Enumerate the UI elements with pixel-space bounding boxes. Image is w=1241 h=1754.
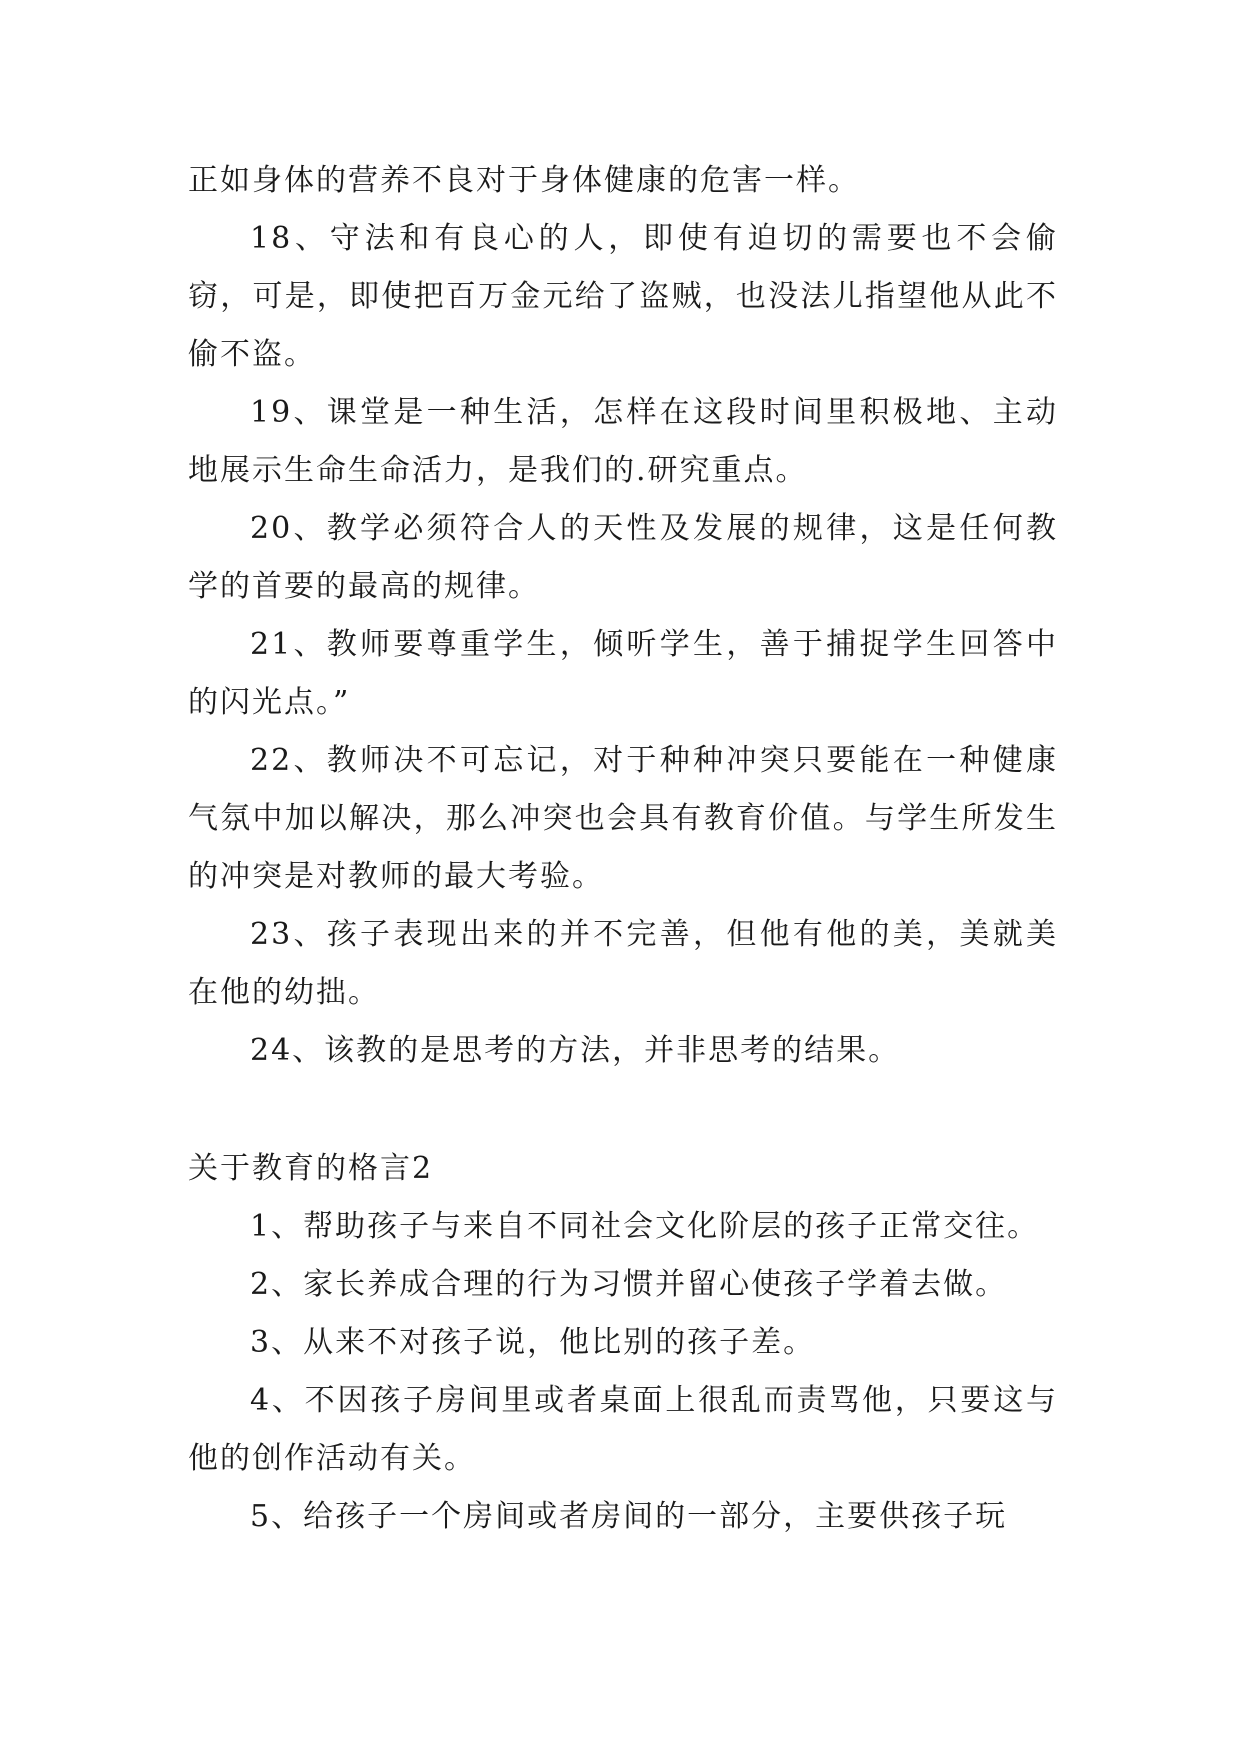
item-3: 3、从来不对孩子说，他比别的孩子差。 <box>250 1325 816 1360</box>
section-heading: 关于教育的格言2 <box>188 1151 434 1186</box>
maxim-22: 22、教师决不可忘记，对于种种冲突只要能在一种健康气氛中加以解决，那么冲突也会具有教育价值。与学生所发生的冲突是对教师的最大考验。 <box>188 743 1058 894</box>
item-1: 1、帮助孩子与来自不同社会文化阶层的孩子正常交往。 <box>250 1209 1040 1244</box>
maxim-20: 20、教学必须符合人的天性及发展的规律，这是任何教学的首要的最高的规律。 <box>188 511 1058 604</box>
maxim-18: 18、守法和有良心的人，即使有迫切的需要也不会偷窃，可是，即使把百万金元给了盗贼，也没法儿指望他从此不偷不盗。 <box>188 221 1058 372</box>
maxim-23: 23、孩子表现出来的并不完善，但他有他的美，美就美在他的幼拙。 <box>188 917 1058 1010</box>
maxim-19: 19、课堂是一种生活，怎样在这段时间里积极地、主动地展示生命生命活力，是我们的.研究重点。 <box>188 395 1058 488</box>
section-spacer <box>188 1080 1058 1140</box>
document-page <box>188 152 1058 1546</box>
item-4: 4、不因孩子房间里或者桌面上很乱而责骂他，只要这与他的创作活动有关。 <box>188 1383 1058 1476</box>
item-5: 5、给孩子一个房间或者房间的一部分，主要供孩子玩 <box>250 1499 1008 1534</box>
item-2: 2、家长养成合理的行为习惯并留心使孩子学着去做。 <box>250 1267 1008 1302</box>
maxim-21: 21、教师要尊重学生，倾听学生，善于捕捉学生回答中的闪光点。” <box>188 627 1058 720</box>
maxim-24: 24、该教的是思考的方法，并非思考的结果。 <box>250 1033 901 1068</box>
paragraph-continuation: 正如身体的营养不良对于身体健康的危害一样。 <box>188 163 860 198</box>
